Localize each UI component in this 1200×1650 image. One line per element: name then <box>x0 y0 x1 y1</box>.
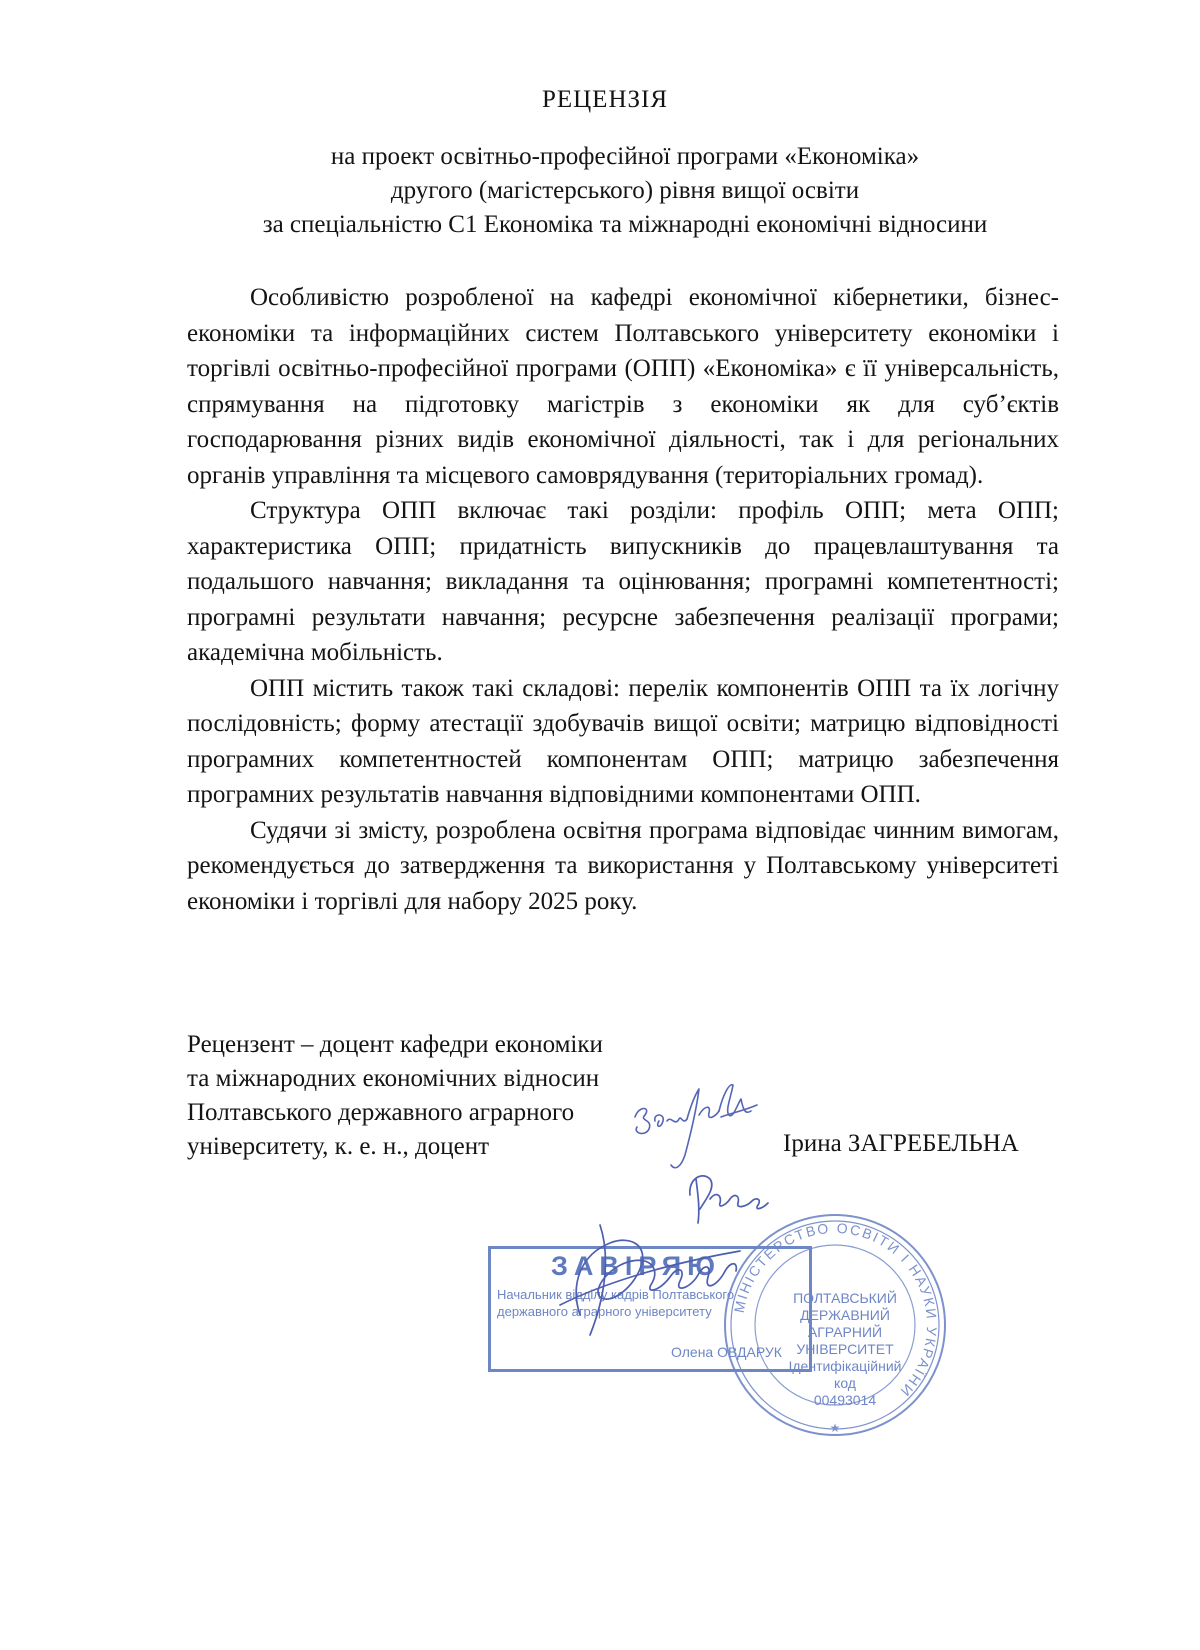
stamp-header: ЗАВІРЯЮ <box>551 1251 721 1281</box>
document-title: РЕЦЕНЗІЯ <box>541 86 669 113</box>
reviewer-block <box>187 1028 603 1164</box>
subtitle-line: за спеціальністю С1 Економіка та міжнародні економічні відносини <box>262 211 988 238</box>
seal-line: АГРАРНИЙ <box>807 1324 883 1340</box>
review-body <box>187 280 1059 919</box>
document-subtitle <box>190 140 1060 242</box>
signer-name: Ірина ЗАГРЕБЕЛЬНА <box>783 1130 1019 1157</box>
paragraph: ОПП містить також такі складові: перелік компонентів ОПП та їх логічну послідовність; форму атестації здобувачів вищої освіти; матрицю відповідності програмних компетентностей компонентам ОПП; матрицю забезпечення програмних результатів навчання відповідними компонентами ОПП. <box>187 674 1059 808</box>
certifier-signature <box>540 1165 800 1345</box>
paragraph: Особливістю розробленої на кафедрі економічної кібернетики, бізнес-економіки та інформаційних систем Полтавського університету економіки і торгівлі освітньо-професійної програми (ОПП) «Економіка» є її універсальність, спрямування на підготовку магістрів з економіки як для суб’єктів господарювання різних видів економічної діяльності, так і для регіональних органів управління та місцевого самоврядування (територіальних громад). <box>187 284 1059 489</box>
reviewer-line: університету, к. е. н., доцент <box>187 1133 490 1160</box>
paragraph: Структура ОПП включає такі розділи: профіль ОПП; мета ОПП; характеристика ОПП; придатність випускників до працевлаштування та подальшого навчання; викладання та оцінювання; програмні компетентності; програмні результати навчання; ресурсне забезпечення реалізації програми; академічна мобільність. <box>187 497 1059 666</box>
stamp-person: Олена ОВДАРУК <box>671 1344 782 1360</box>
subtitle-line: другого (магістерського) рівня вищої освіти <box>390 177 860 204</box>
svg-text:★: ★ <box>829 1421 841 1435</box>
seal-line: Ідентифікаційний <box>788 1358 902 1374</box>
stamp-line: державного аграрного університету <box>497 1304 712 1319</box>
reviewer-line: Рецензент – доцент кафедри економіки <box>187 1031 603 1058</box>
reviewer-line: Полтавського державного аграрного <box>187 1099 575 1126</box>
subtitle-line: на проект освітньо-професійної програми «Економіка» <box>330 143 920 170</box>
seal-line: ПОЛТАВСЬКИЙ <box>793 1290 897 1306</box>
reviewer-signature <box>625 1075 775 1175</box>
seal-line: ДЕРЖАВНИЙ <box>800 1307 890 1323</box>
stamp-line: Начальник відділу кадрів Полтавського <box>497 1287 735 1302</box>
reviewer-line: та міжнародних економічних відносин <box>187 1065 600 1092</box>
seal-line: УНІВЕРСИТЕТ <box>796 1341 894 1357</box>
seal-line: код <box>834 1375 856 1391</box>
seal-ring-text: МІНІСТЕРСТВО ОСВІТИ І НАУКИ УКРАЇНИ <box>730 1219 941 1401</box>
seal-line: 00493014 <box>813 1392 877 1408</box>
paragraph: Судячи зі змісту, розроблена освітня програма відповідає чинним вимогам, рекомендується до затвердження та використання у Полтавському університеті економіки і торгівлі для набору 2025 року. <box>187 816 1059 915</box>
